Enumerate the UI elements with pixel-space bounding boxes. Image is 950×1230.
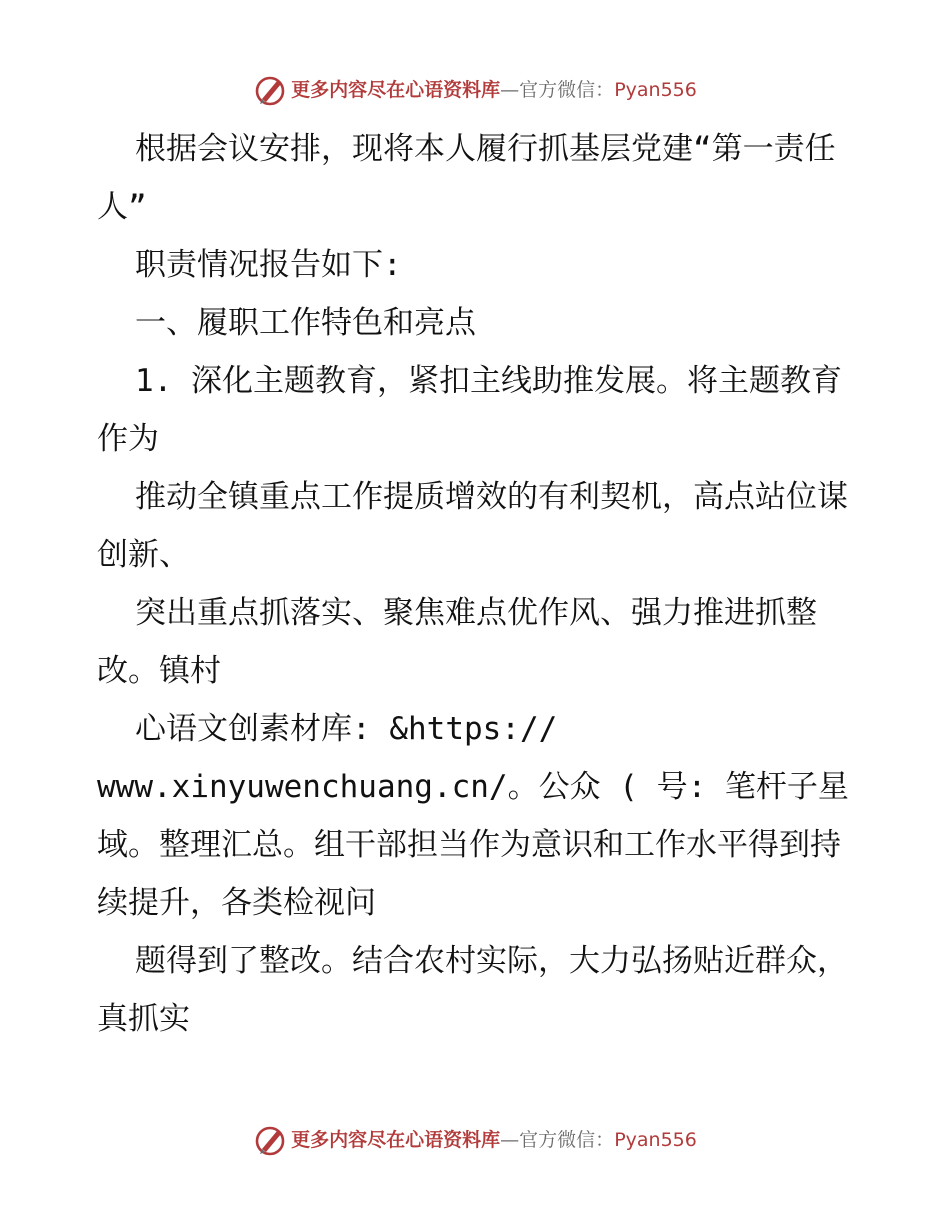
banner-wechat-id: Pyan556 (614, 79, 697, 101)
paragraph: 1. 深化主题教育，紧扣主线助推发展。将主题教育作为 (97, 363, 842, 457)
banner-sub-text: —官方微信： (500, 1129, 615, 1151)
paragraph: 根据会议安排，现将本人履行抓基层党建“第一责任人” (97, 131, 836, 225)
section-heading: 一、履职工作特色和亮点 (135, 305, 476, 341)
pen-logo-icon (253, 1123, 287, 1157)
pen-logo-icon (253, 73, 287, 107)
paragraph: www.xinyuwenchuang.cn/。公众 ( 号: 笔杆子星域。整理汇总。组干部担当作为意识和工作水平得到持续提升，各类检视问 (97, 769, 849, 921)
paragraph: 心语文创素材库: &https:// (135, 711, 558, 747)
paragraph: 题得到了整改。结合农村实际，大力弘扬贴近群众，真抓实 (97, 943, 848, 1037)
banner-main-text: 更多内容尽在心语资料库 (291, 1129, 501, 1151)
banner-main-text: 更多内容尽在心语资料库 (291, 79, 501, 101)
paragraph: 突出重点抓落实、聚焦难点优作风、强力推进抓整改。镇村 (97, 595, 817, 689)
footer-watermark-banner (0, 1120, 950, 1160)
header-watermark-banner (0, 70, 950, 110)
banner-sub-text: —官方微信： (500, 79, 615, 101)
paragraph: 推动全镇重点工作提质增效的有利契机，高点站位谋创新、 (97, 479, 848, 573)
banner-wechat-id: Pyan556 (614, 1129, 697, 1151)
document-body (97, 120, 857, 1048)
paragraph: 职责情况报告如下: (135, 247, 402, 283)
